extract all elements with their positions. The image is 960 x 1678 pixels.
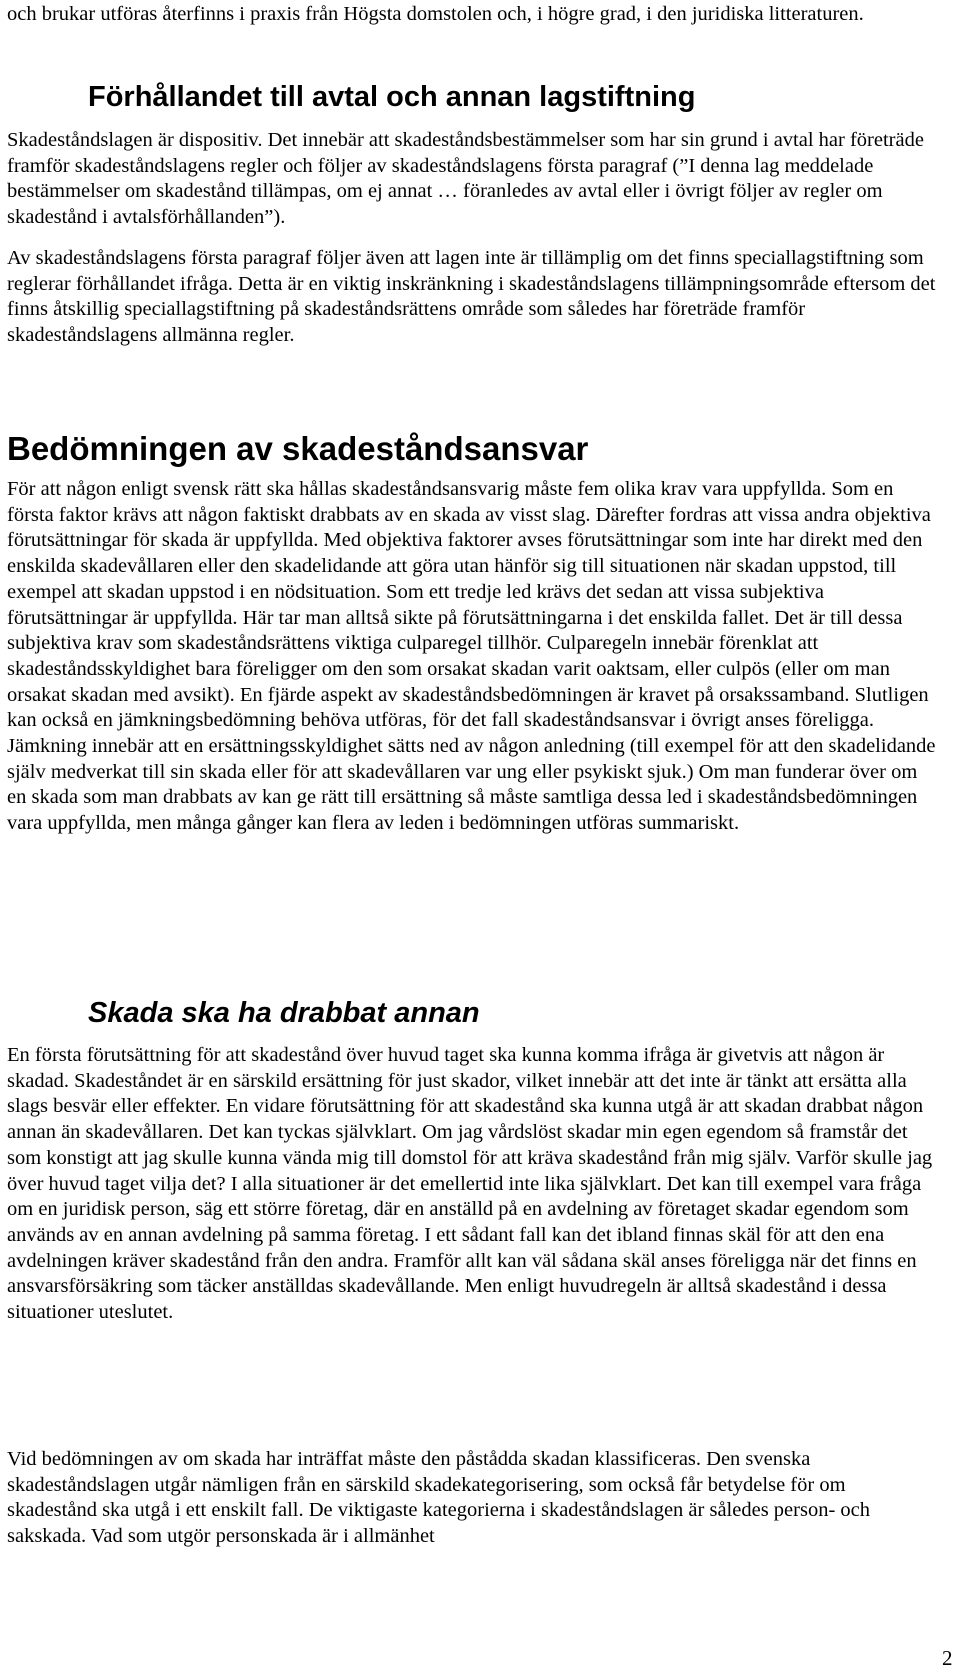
intro-continuation-paragraph: och brukar utföras återfinns i praxis från Högsta domstolen och, i högre grad, i den juridiska litteraturen. bbox=[7, 3, 864, 25]
page-number: 2 bbox=[942, 1646, 953, 1670]
paragraph-klassificeras: Vid bedömningen av om skada har inträffat måste den påstådda skadan klassificeras. Den svenska skadeståndslagen utgår nämligen från en särskild skadekategorisering, som också får betydelse för om skadestånd ska utgå i ett enskilt fall. De viktigaste kategorierna i skadeståndslagen är således person- och sakskada. Vad som utgör personskada är i allmänhet bbox=[7, 1448, 871, 1548]
paragraph-skada: En första förutsättning för att skadestånd över huvud taget ska kunna komma ifråga är givetvis att någon är skadad. Skadeståndet är en särskild ersättning för just skador, vilket innebär att det inte är tänkt att ersätta alla slags besvär eller effekter. En vidare förutsättning för att skadestånd ska kunna utgå är att skadan drabbat någon annan än skadevållaren. Det kan tyckas självklart. Om jag vårdslöst skadar min egen egendom så framstår det som konstigt att jag skulle kunna vända mig till domstol för att kräva skadestånd från mig själv. Varför skulle jag över huvud taget vilja det? I alla situationer är det emellertid inte lika självklart. Det kan till exempel vara fråga om en juridisk person, säg ett större företag, där en anställd på en avdelning av företaget skadar egendom som används av en annan avdelning på samma företag. I ett sådant fall kan det ibland finnas skäl för att den ena avdelningen kräver skadestånd från den andra. Framför allt kan väl sådana skäl anses föreligga när det finns en ansvarsförsäkring som täcker anställdas skadevållande. Men enligt huvudregeln är alltså skadestånd i dessa situationer uteslutet. bbox=[7, 1044, 933, 1324]
heading-bedomningen-av-skadestandsansvar: Bedömningen av skadeståndsansvar bbox=[7, 430, 589, 467]
paragraph-speciallagstiftning: Av skadeståndslagens första paragraf följer även att lagen inte är tillämplig om det finns speciallagstiftning som reglerar förhållandet ifråga. Detta är en viktig inskränkning i skadeståndslagens tillämpningsområde eftersom det finns åtskillig speciallagstiftning på skadeståndsrättens område som således har företräde framför skadeståndslagens allmänna regler. bbox=[7, 247, 936, 347]
paragraph-bedomningen: För att någon enligt svensk rätt ska hållas skadeståndsansvarig måste fem olika krav vara uppfyllda. Som en första faktor krävs att någon faktiskt drabbats av en skada av visst slag. Därefter fordras att vissa andra objektiva förutsättningar för skada är uppfyllda. Med objektiva faktorer avses förutsättningar som inte har direkt med den enskilda skadevållaren eller den skadelidande att göra utan hänför sig till situationen när skadan uppstod, till exempel att skadan uppstod i en nödsituation. Som ett tredje led krävs det sedan att vissa subjektiva förutsättningar är uppfyllda. Här tar man alltså sikte på förutsättningarna i det enskilda fallet. Det är till dessa subjektiva krav som skadeståndsrättens viktiga culparegel tillhör. Culparegeln innebär förenklat att skadeståndsskyldighet bara föreligger om den som orsakat skadan varit oaktsam, eller culpös (eller om man orsakat skadan med avsikt). En fjärde aspekt av skadeståndsbedömningen är kravet på orsakssamband. Slutligen kan också en jämkningsbedömning behöva utföras, för det fall skadeståndsansvar i övrigt anses föreligga. Jämkning innebär att en ersättningsskyldighet sätts ned av någon anledning (till exempel för att den skadelidande själv medverkat till sin skada eller för att skadevållaren var ung eller psykiskt sjuk.) Om man funderar över om en skada som man drabbats av kan ge rätt till ersättning så måste samtliga dessa led i skadeståndsbedömningen vara uppfyllda, men många gånger kan flera av leden i bedömningen utföras summariskt. bbox=[7, 478, 936, 835]
heading-skada-ska-ha-drabbat-annan: Skada ska ha drabbat annan bbox=[88, 997, 480, 1029]
heading-forhallandet-till-avtal: Förhållandet till avtal och annan lagstiftning bbox=[88, 81, 696, 113]
paragraph-dispositiv: Skadeståndslagen är dispositiv. Det innebär att skadeståndsbestämmelser som har sin grund i avtal har företräde framför skadeståndslagens regler och följer av skadeståndslagens första paragraf (”I denna lag meddelade bestämmelser om skadestånd tillämpas, om ej annat … föranledes av avtal eller i övrigt följer av regler om skadestånd i avtalsförhållanden”). bbox=[7, 129, 924, 229]
